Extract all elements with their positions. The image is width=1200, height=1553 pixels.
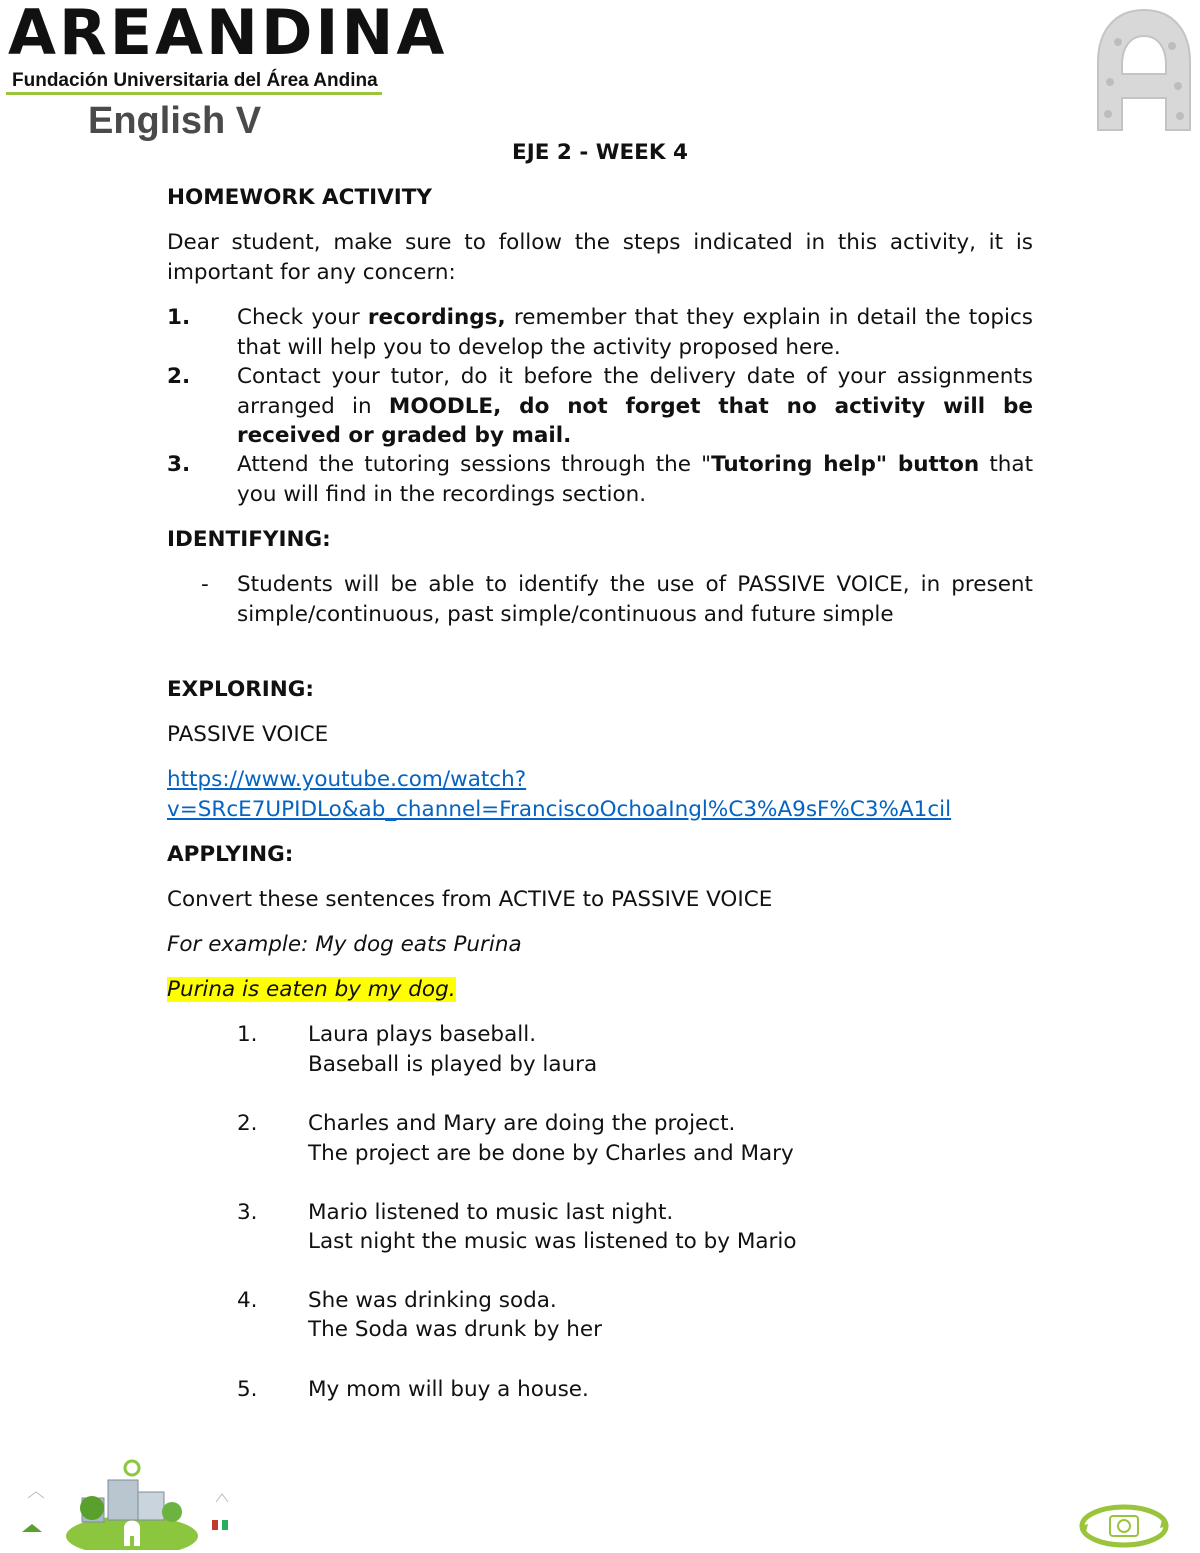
course-title: English V — [88, 100, 262, 142]
exercise-answer: Baseball is played by laura — [308, 1052, 598, 1077]
video-link-line-1[interactable]: https://www.youtube.com/watch? — [167, 767, 527, 792]
bullet-dash: - — [201, 572, 209, 597]
exercise-sentence: Charles and Mary are doing the project. — [308, 1111, 736, 1136]
exercise-answer: The Soda was drunk by her — [308, 1317, 602, 1342]
areandina-watermark-icon — [1088, 2, 1200, 138]
exercise-sentence: My mom will buy a house. — [308, 1377, 589, 1402]
exercise-number: 2. — [237, 1111, 258, 1136]
exercise-sentence: She was drinking soda. — [308, 1288, 557, 1313]
exercise-number: 1. — [237, 1022, 258, 1047]
step-number: 2. — [167, 364, 191, 389]
video-link[interactable] — [167, 765, 1033, 824]
identifying-text: Students will be able to identify the use of PASSIVE VOICE, in present simple/continuous, past simple/continuous and future simple — [237, 572, 1033, 627]
exercise-sentence: Mario listened to music last night. — [308, 1200, 674, 1225]
exercise-number: 5. — [237, 1377, 258, 1402]
example-sentence: For example: My dog eats Purina — [167, 932, 522, 957]
document-title: EJE 2 - WEEK 4 — [512, 140, 688, 165]
logo-underline — [6, 92, 382, 95]
applying-instruction: Convert these sentences from ACTIVE to PASSIVE VOICE — [167, 887, 773, 912]
homework-heading: HOMEWORK ACTIVITY — [167, 185, 433, 210]
example-answer: Purina is eaten by my dog. — [167, 977, 456, 1002]
exercise-answer: The project are be done by Charles and Mary — [308, 1141, 794, 1166]
step-3-text: Attend the tutoring sessions through the "Tutoring help" button that you will find in the recordings section. — [237, 452, 1034, 507]
campus-illustration-icon — [12, 1458, 252, 1550]
step-number: 1. — [167, 305, 191, 330]
exercise-number: 3. — [237, 1200, 258, 1225]
exercise-sentence: Laura plays baseball. — [308, 1022, 537, 1047]
applying-heading: APPLYING: — [167, 842, 294, 867]
exploring-topic: PASSIVE VOICE — [167, 722, 329, 747]
logo-wordmark: AREANDINA — [8, 0, 448, 69]
video-link-line-2[interactable]: v=SRcE7UPIDLo&ab_channel=FranciscoOchoaIngl%C3%A9sF%C3%A1cil — [167, 796, 952, 822]
exercise-number: 4. — [237, 1288, 258, 1313]
exercise-answer: Last night the music was listened to by Mario — [308, 1229, 797, 1254]
step-2-text: Contact your tutor, do it before the delivery date of your assignments arranged in MOODLE, do not forget that no activity will be received or graded by mail. — [237, 364, 1033, 448]
identifying-heading: IDENTIFYING: — [167, 527, 331, 552]
step-number: 3. — [167, 452, 191, 477]
recycle-seal-icon — [1076, 1502, 1172, 1550]
exploring-heading: EXPLORING: — [167, 677, 315, 702]
logo-subtitle: Fundación Universitaria del Área Andina — [12, 70, 378, 91]
step-1-text: Check your recordings, remember that they explain in detail the topics that will help you to develop the activity proposed here. — [237, 305, 1033, 360]
intro-paragraph: Dear student, make sure to follow the steps indicated in this activity, it is important for any concern: — [167, 230, 1033, 285]
